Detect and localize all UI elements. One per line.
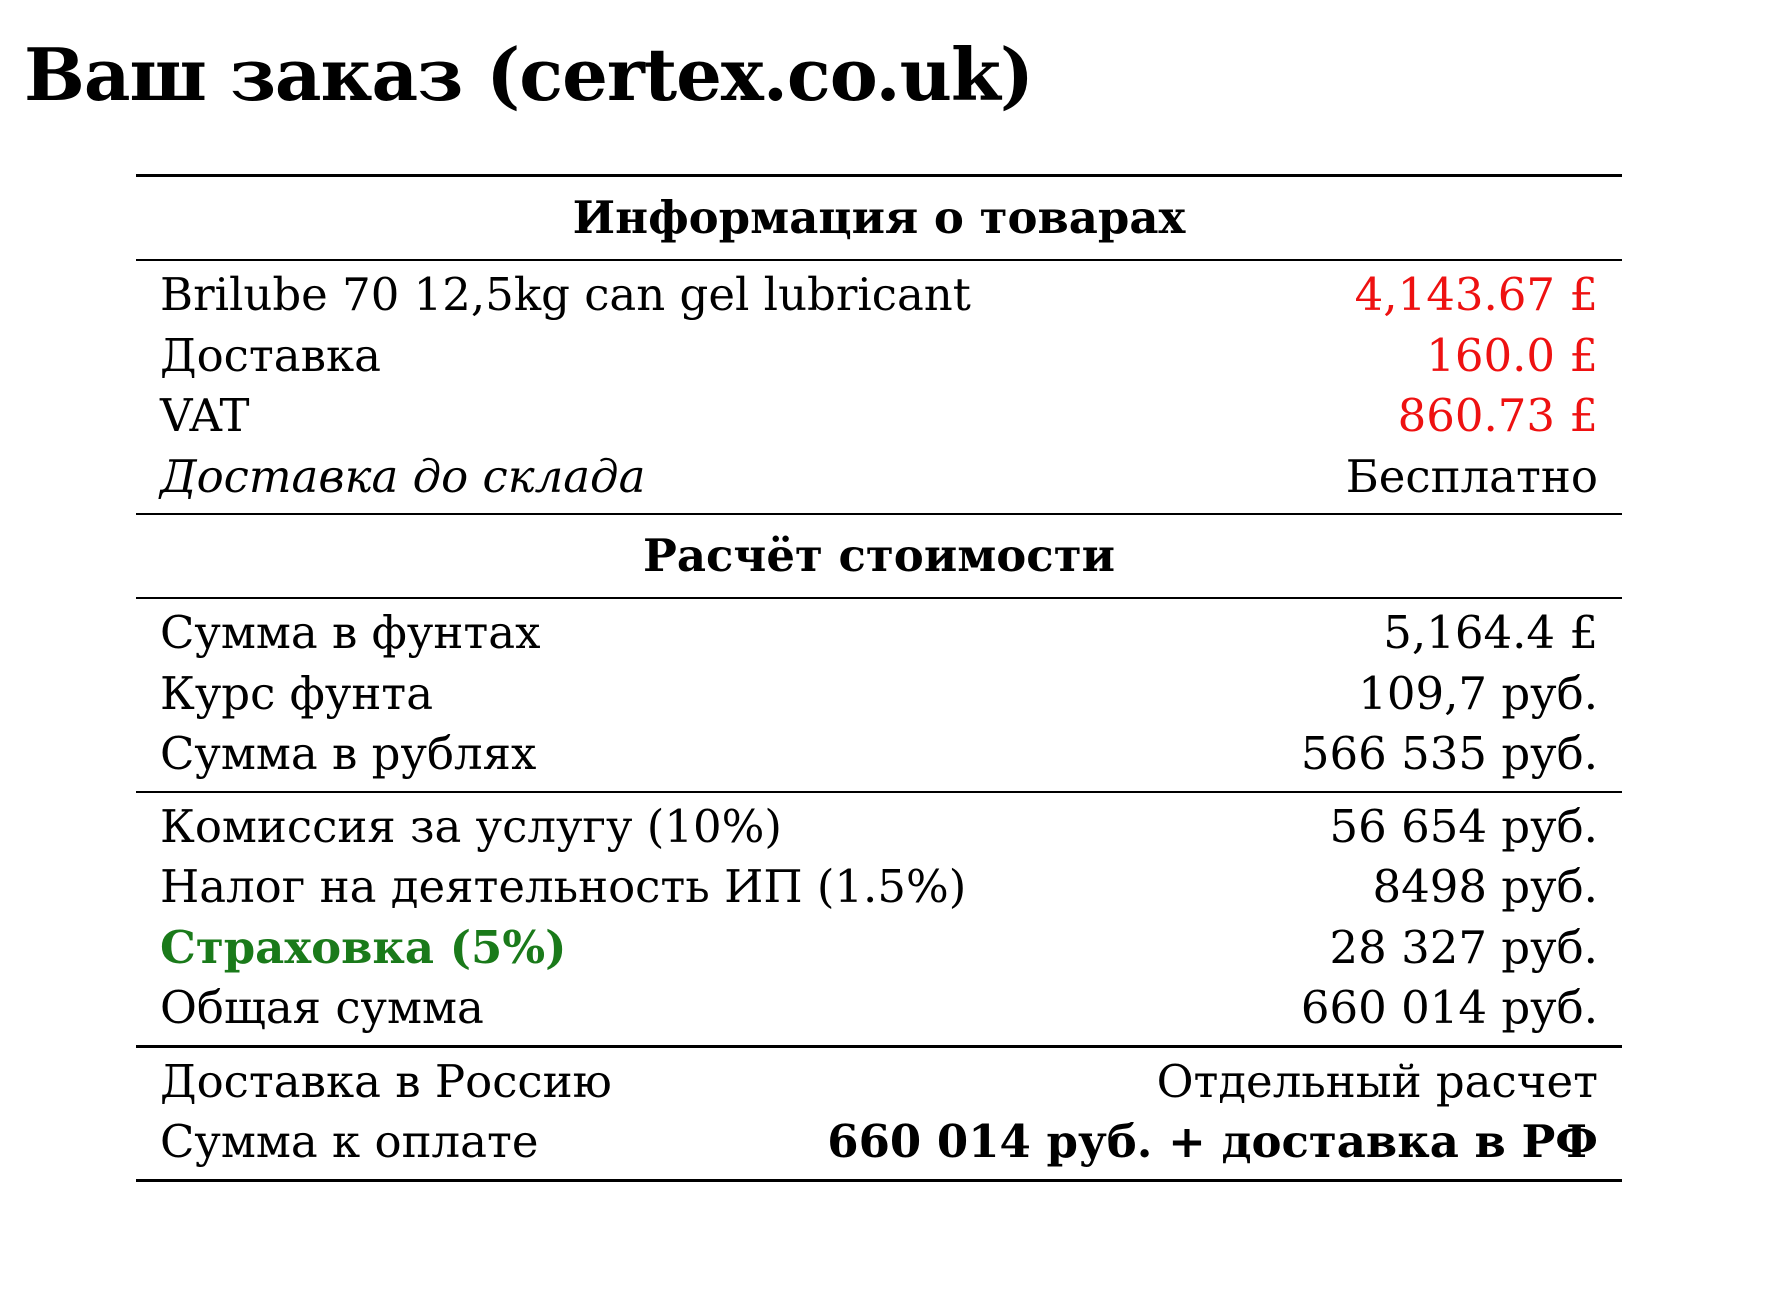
product-price: 4,143.67 £ [1354,268,1598,321]
order-summary-table [136,174,1622,1182]
insurance-value: 28 327 руб. [1329,920,1598,974]
amount-due-value: 660 014 руб. + доставка в РФ [827,1115,1598,1168]
commission-row [160,797,1598,858]
warehouse-delivery-label: Доставка до склада [160,449,646,503]
russia-delivery-value: Отдельный расчет [1156,1054,1598,1108]
sum-gbp-value: 5,164.4 £ [1383,606,1598,659]
insurance-label: Страховка (5%) [160,920,567,974]
tax-row [160,857,1598,918]
sum-gbp-row [160,603,1598,664]
tax-label: Налог на деятельность ИП (1.5%) [160,860,967,913]
item-row-warehouse-delivery [160,447,1598,508]
shipping-price: 160.0 £ [1426,328,1598,382]
fees-group [136,793,1622,1045]
total-label: Общая сумма [160,981,484,1034]
table-bottom-rule [136,1179,1622,1182]
sum-rub-value: 566 535 руб. [1300,727,1598,780]
item-row-shipping [160,326,1598,387]
amount-due-label: Сумма к оплате [160,1115,539,1168]
russia-delivery-label: Доставка в Россию [160,1054,612,1108]
items-group [136,261,1622,513]
exchange-rate-value: 109,7 руб. [1358,666,1598,720]
item-row-product [160,265,1598,326]
cost-section-header: Расчёт стоимости [643,529,1115,582]
vat-price: 860.73 £ [1397,389,1598,442]
total-row [160,978,1598,1039]
insurance-row [160,918,1598,979]
commission-label: Комиссия за услугу (10%) [160,799,782,853]
warehouse-delivery-value: Бесплатно [1345,449,1598,503]
tax-value: 8498 руб. [1372,860,1598,913]
final-group [136,1048,1622,1179]
russia-delivery-row [160,1052,1598,1113]
amount-due-row [160,1112,1598,1173]
conversion-group [136,599,1622,791]
sum-rub-row [160,724,1598,785]
items-section-header: Информация о товарах [572,191,1186,244]
sum-rub-label: Сумма в рублях [160,727,537,780]
product-name: Brilube 70 12,5kg can gel lubricant [160,268,971,321]
commission-value: 56 654 руб. [1329,799,1598,853]
vat-label: VAT [160,389,250,442]
page-title: Ваш заказ (certex.co.uk) [24,32,1033,117]
total-value: 660 014 руб. [1300,981,1598,1034]
item-row-vat [160,386,1598,447]
exchange-rate-label: Курс фунта [160,666,434,720]
sum-gbp-label: Сумма в фунтах [160,606,541,659]
shipping-label: Доставка [160,328,381,382]
exchange-rate-row [160,664,1598,725]
